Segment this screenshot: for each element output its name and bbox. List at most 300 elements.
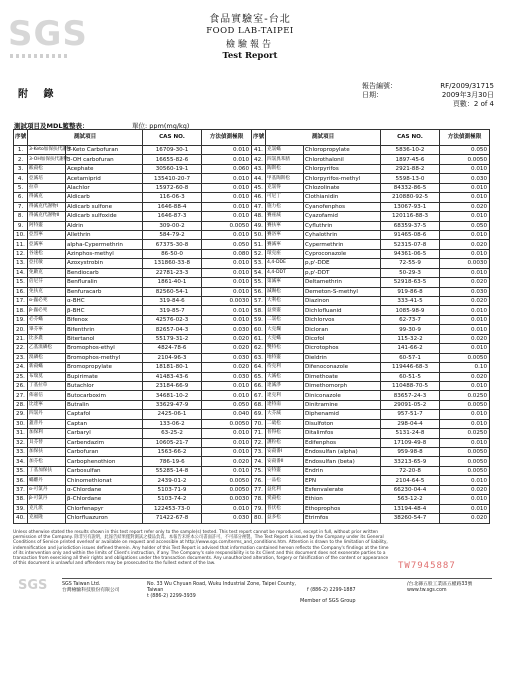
table-row: [252, 381, 490, 390]
item-name-en: Alachlor: [66, 183, 143, 192]
item-name-en: Aldicarb sulfoxide: [66, 212, 143, 221]
mdl-value: 0.020: [202, 363, 252, 372]
mdl-value: 0.010: [202, 230, 252, 239]
row-number: 69.: [252, 410, 266, 419]
item-name-en: Allethrin: [66, 230, 143, 239]
row-number: 67.: [252, 391, 266, 400]
item-name-zh: 安殺番I: [266, 448, 304, 457]
item-name-en: Azoxystrobin: [66, 259, 143, 268]
company-web: www.tw.sgs.com: [407, 588, 447, 593]
item-name-zh: 新殺蟎: [28, 363, 66, 372]
mdl-value: 0.020: [440, 485, 490, 494]
row-number: 14.: [14, 268, 28, 277]
item-name-en: Carbofuran: [66, 448, 143, 457]
row-number: 30.: [14, 419, 28, 428]
table-row: [14, 325, 252, 334]
item-name-zh: 谷速松: [28, 249, 66, 258]
row-number: 31.: [14, 429, 28, 438]
row-number: 23.: [14, 353, 28, 362]
cas-number: 319-84-6: [143, 297, 202, 306]
row-number: 66.: [252, 381, 266, 390]
item-name-zh: 克福隆: [28, 514, 66, 523]
mdl-value: 0.010: [440, 504, 490, 513]
item-name-zh: 比達寧: [28, 400, 66, 409]
table-row: [252, 429, 490, 438]
mdl-value: 0.010: [440, 438, 490, 447]
item-name-en: Etrimfos: [304, 514, 381, 523]
cas-number: 41483-43-6: [143, 372, 202, 381]
item-name-en: Dicloran: [304, 325, 381, 334]
item-name-en: Azinphos-methyl: [66, 249, 143, 258]
table-row: [14, 174, 252, 183]
table-row: [252, 438, 490, 447]
table-row: [14, 212, 252, 221]
cas-number: 30560-19-1: [143, 164, 202, 173]
item-name-zh: 得滅克代謝物I: [28, 202, 66, 211]
table-row: [14, 268, 252, 277]
cas-number: 91465-08-6: [381, 230, 440, 239]
report-no-label: 報告編號：: [362, 82, 397, 90]
mdl-value: 0.010: [202, 268, 252, 277]
cas-number: 2921-88-2: [381, 164, 440, 173]
item-name-en: Ethoprophos: [304, 504, 381, 513]
cas-number: 584-79-2: [143, 230, 202, 239]
table-row: [252, 344, 490, 353]
table-row: [14, 344, 252, 353]
item-name-zh: 益發靈: [266, 306, 304, 315]
item-name-zh: 克氯得: [266, 183, 304, 192]
row-number: 1.: [14, 146, 28, 155]
mdl-value: 0.010: [440, 381, 490, 390]
col-no: 序號: [252, 130, 266, 146]
item-name-zh: β-可氯丹: [28, 495, 66, 504]
mdl-table-right: [251, 129, 490, 524]
table-row: [14, 429, 252, 438]
row-number: 48.: [252, 212, 266, 221]
mdl-value: 0.0050: [202, 419, 252, 428]
mdl-value: 0.010: [440, 315, 490, 324]
cas-number: 83657-24-3: [381, 391, 440, 400]
item-name-zh: 克凡派: [28, 504, 66, 513]
row-number: 70.: [252, 419, 266, 428]
table-row: [14, 240, 252, 249]
table-row: [14, 363, 252, 372]
mdl-value: 0.030: [440, 174, 490, 183]
mdl-value: 0.010: [440, 249, 490, 258]
item-name-zh: 安殺番II: [266, 457, 304, 466]
mdl-value: 0.0050: [202, 476, 252, 485]
row-number: 34.: [14, 457, 28, 466]
mdl-value: 0.010: [440, 325, 490, 334]
row-number: 7.: [14, 202, 28, 211]
table-row: [252, 183, 490, 192]
cas-number: 1563-66-2: [143, 448, 202, 457]
item-name-zh: 大芬滅: [266, 410, 304, 419]
item-name-zh: 甲基陶斯松: [266, 174, 304, 183]
row-number: 80.: [252, 514, 266, 523]
report-date: 2009年3月30日: [441, 91, 494, 99]
row-number: 50.: [252, 230, 266, 239]
cas-number: 22781-23-3: [143, 268, 202, 277]
mdl-value: 0.010: [440, 306, 490, 315]
item-name-en: Butralin: [66, 400, 143, 409]
item-name-zh: 3-Keto加保扶代謝物: [28, 146, 66, 155]
item-name-en: Bromopropylate: [66, 363, 143, 372]
item-name-en: Disulfoton: [304, 419, 381, 428]
row-number: 24.: [14, 363, 28, 372]
table-row: [14, 495, 252, 504]
item-name-en: Bromophos-methyl: [66, 353, 143, 362]
table-row: [14, 306, 252, 315]
item-name-en: Diniconazole: [304, 391, 381, 400]
item-name-en: Butachlor: [66, 381, 143, 390]
item-name-zh: 加保利: [28, 429, 66, 438]
item-name-zh: 二氯松: [266, 315, 304, 324]
cas-number: 66230-04-4: [381, 485, 440, 494]
table-row: [252, 466, 490, 475]
cas-number: 86-50-0: [143, 249, 202, 258]
item-name-en: alpha-Cypermethrin: [66, 240, 143, 249]
cas-number: 122453-73-0: [143, 504, 202, 513]
mdl-value: 0.010: [440, 476, 490, 485]
cas-number: 4824-78-6: [143, 344, 202, 353]
row-number: 19.: [14, 315, 28, 324]
cas-number: 42576-02-3: [143, 315, 202, 324]
mdl-value: 0.050: [202, 240, 252, 249]
item-name-zh: 丁基拉草: [28, 381, 66, 390]
item-name-en: Dinitramine: [304, 400, 381, 409]
row-number: 65.: [252, 372, 266, 381]
row-number: 25.: [14, 372, 28, 381]
cas-number: 10605-21-7: [143, 438, 202, 447]
mdl-value: 0.020: [440, 372, 490, 381]
table-row: [14, 278, 252, 287]
mdl-value: 0.010: [202, 259, 252, 268]
cas-number: 13194-48-4: [381, 504, 440, 513]
cas-number: 5598-13-0: [381, 174, 440, 183]
cas-number: 94361-06-5: [381, 249, 440, 258]
mdl-value: 0.0050: [440, 353, 490, 362]
table-row: [14, 146, 252, 155]
item-name-zh: 陶斯松: [266, 164, 304, 173]
table-row: [252, 146, 490, 155]
item-name-en: Ditalimfos: [304, 429, 381, 438]
cas-number: 319-85-7: [143, 306, 202, 315]
item-name-en: Dimethoate: [304, 372, 381, 381]
mdl-value: 0.020: [440, 240, 490, 249]
mdl-value: 0.0250: [440, 391, 490, 400]
item-name-zh: 達克利: [266, 391, 304, 400]
mdl-value: 0.010: [202, 391, 252, 400]
mdl-title: 測試項目及MDL籃整表：: [14, 122, 89, 130]
mdl-value: 0.010: [202, 193, 252, 202]
item-name-zh: 大利松: [266, 297, 304, 306]
mdl-value: 0.030: [202, 372, 252, 381]
table-row: [14, 164, 252, 173]
item-name-en: Endosulfan (alpha): [304, 448, 381, 457]
row-number: 58.: [252, 306, 266, 315]
item-name-zh: 亞滅寧: [28, 240, 66, 249]
item-name-en: Acephate: [66, 164, 143, 173]
cas-number: 16655-82-6: [143, 155, 202, 164]
cas-number: 120116-88-3: [381, 212, 440, 221]
mdl-value: 0.020: [440, 202, 490, 211]
item-name-zh: 比多農: [28, 334, 66, 343]
table-row: [252, 457, 490, 466]
mdl-value: 0.010: [202, 155, 252, 164]
table-row: [252, 315, 490, 324]
report-no: RF/2009/31715: [440, 82, 494, 90]
item-name-en: Chlorfluazuron: [66, 514, 143, 523]
row-number: 41.: [252, 146, 266, 155]
cas-number: 115-32-2: [381, 334, 440, 343]
cas-number: 2425-06-1: [143, 410, 202, 419]
table-row: [14, 155, 252, 164]
item-name-en: α-BHC: [66, 297, 143, 306]
cas-number: 133-06-2: [143, 419, 202, 428]
item-name-zh: 四氯異苯腈: [266, 155, 304, 164]
table-row: [252, 495, 490, 504]
item-name-zh: 護粒松: [266, 438, 304, 447]
mdl-value: 0.020: [440, 278, 490, 287]
item-name-en: α-Chlordane: [66, 485, 143, 494]
serial-number: TW7945887: [398, 561, 456, 571]
item-name-en: β-Chlordane: [66, 495, 143, 504]
cas-number: 2439-01-2: [143, 476, 202, 485]
item-name-en: Cypermethrin: [304, 240, 381, 249]
row-number: 18.: [14, 306, 28, 315]
table-row: [252, 221, 490, 230]
table-row: [252, 485, 490, 494]
col-item: 測試項目: [28, 130, 143, 146]
table-row: [14, 476, 252, 485]
cas-number: 786-19-6: [143, 457, 202, 466]
row-number: 47.: [252, 202, 266, 211]
mdl-value: 0.020: [440, 297, 490, 306]
item-name-zh: 免敵克: [28, 268, 66, 277]
item-name-zh: 亞滅培: [28, 174, 66, 183]
item-name-zh: 丁基加保扶: [28, 466, 66, 475]
item-name-en: Bitertanol: [66, 334, 143, 343]
row-number: 59.: [252, 315, 266, 324]
item-name-zh: 大克爛: [266, 325, 304, 334]
item-name-en: Cyanofenphos: [304, 202, 381, 211]
item-name-zh: 貝芬替: [28, 438, 66, 447]
unit-label: 單位: ppm(mg/kg): [132, 122, 190, 130]
cas-number: 2104-64-5: [381, 476, 440, 485]
table-row: [14, 419, 252, 428]
table-row: [252, 268, 490, 277]
mdl-value: 0.010: [202, 287, 252, 296]
mdl-value: 0.010: [202, 466, 252, 475]
item-name-en: Bendiocarb: [66, 268, 143, 277]
mdl-value: 0.020: [202, 457, 252, 466]
item-name-en: 3-Keto Carbofuran: [66, 146, 143, 155]
mdl-value: 0.0250: [440, 429, 490, 438]
mdl-value: 0.010: [202, 202, 252, 211]
item-name-zh: 亞烈寧: [28, 230, 66, 239]
item-name-zh: 第滅寧: [266, 278, 304, 287]
mdl-value: 0.010: [440, 193, 490, 202]
row-number: 52.: [252, 249, 266, 258]
row-number: 33.: [14, 448, 28, 457]
mdl-value: 0.0050: [440, 400, 490, 409]
table-row: [14, 485, 252, 494]
cas-number: 29091-05-2: [381, 400, 440, 409]
company-address: No. 33 Wu Chyuan Road, Wuku Industrial Zone, Taipei County, Taiwan: [147, 582, 297, 593]
item-name-en: Difenoconazole: [304, 363, 381, 372]
row-number: 57.: [252, 297, 266, 306]
item-name-en: Butocarboxim: [66, 391, 143, 400]
item-name-zh: 普伏松: [266, 504, 304, 513]
mdl-value: 0.030: [202, 353, 252, 362]
table-row: [252, 297, 490, 306]
cas-number: 131860-33-8: [143, 259, 202, 268]
table-row: [14, 297, 252, 306]
item-name-en: Clothianidin: [304, 193, 381, 202]
cas-number: 63-25-2: [143, 429, 202, 438]
row-number: 79.: [252, 504, 266, 513]
table-row: [14, 221, 252, 230]
item-name-zh: 4,4-DDT: [266, 268, 304, 277]
item-name-zh: 施力松: [266, 202, 304, 211]
mdl-value: 0.030: [202, 514, 252, 523]
item-name-en: Chlorfenapyr: [66, 504, 143, 513]
row-number: 68.: [252, 400, 266, 409]
item-name-zh: α-蟲必死: [28, 297, 66, 306]
item-name-zh: 地特靈: [266, 353, 304, 362]
item-name-en: Captan: [66, 419, 143, 428]
item-name-zh: 阿特靈: [28, 221, 66, 230]
cas-number: 55179-31-2: [143, 334, 202, 343]
row-number: 5.: [14, 183, 28, 192]
item-name-en: Carbosulfan: [66, 466, 143, 475]
cas-number: 1861-40-1: [143, 278, 202, 287]
cas-number: 5131-24-8: [381, 429, 440, 438]
cas-number: 919-86-8: [381, 287, 440, 296]
cas-number: 60-51-5: [381, 372, 440, 381]
item-name-en: Chloropropylate: [304, 146, 381, 155]
row-number: 43.: [252, 164, 266, 173]
cas-number: 55285-14-8: [143, 466, 202, 475]
mdl-value: 0.010: [440, 164, 490, 173]
item-name-en: Dimethomorph: [304, 381, 381, 390]
row-number: 45.: [252, 183, 266, 192]
mdl-value: 0.010: [202, 381, 252, 390]
footer-logo: SGS: [18, 578, 48, 593]
item-name-zh: 克氯蟎: [266, 146, 304, 155]
item-name-zh: 免扶克: [28, 287, 66, 296]
table-row: [252, 325, 490, 334]
cas-number: 16709-30-1: [143, 146, 202, 155]
item-name-zh: 拉草: [28, 183, 66, 192]
item-name-en: Cyproconazole: [304, 249, 381, 258]
item-name-en: Carbaryl: [66, 429, 143, 438]
table-row: [252, 164, 490, 173]
item-name-zh: α-可氯丹: [28, 485, 66, 494]
item-name-zh: 加保扶: [28, 448, 66, 457]
mdl-value: 0.030: [440, 287, 490, 296]
row-number: 51.: [252, 240, 266, 249]
cas-number: 50-29-3: [381, 268, 440, 277]
row-number: 8.: [14, 212, 28, 221]
row-number: 62.: [252, 344, 266, 353]
item-name-en: Captafol: [66, 410, 143, 419]
row-number: 17.: [14, 297, 28, 306]
item-name-en: Diazinon: [304, 297, 381, 306]
row-number: 3.: [14, 164, 28, 173]
table-row: [14, 334, 252, 343]
item-name-zh: 普得松: [266, 429, 304, 438]
report-header: [150, 10, 350, 61]
sgs-logo: [8, 14, 88, 64]
company-zh: 台灣檢驗科技股份有限公司: [62, 588, 120, 593]
mdl-value: 0.0030: [202, 297, 252, 306]
table-row: [252, 476, 490, 485]
mdl-value: 0.010: [202, 174, 252, 183]
header-report-en: Test Report: [222, 51, 278, 61]
item-name-zh: 毆殺松: [28, 164, 66, 173]
table-row: [14, 448, 252, 457]
table-row: [14, 183, 252, 192]
item-name-zh: 加芬松: [28, 457, 66, 466]
item-name-en: Chinomethionat: [66, 476, 143, 485]
table-row: [14, 202, 252, 211]
row-number: 55.: [252, 278, 266, 287]
item-name-en: Carbophenothion: [66, 457, 143, 466]
row-number: 75.: [252, 466, 266, 475]
row-number: 11.: [14, 240, 28, 249]
mdl-value: 0.0050: [202, 485, 252, 494]
item-name-zh: 安特靈: [266, 466, 304, 475]
attachment-label: 附 錄: [18, 89, 60, 100]
cas-number: 110488-70-5: [381, 381, 440, 390]
mdl-value: 0.010: [440, 212, 490, 221]
item-name-en: Benfuracarb: [66, 287, 143, 296]
row-number: 44.: [252, 174, 266, 183]
company-tel: t (886-2) 2299-3939: [147, 594, 196, 599]
cas-number: 959-98-8: [381, 448, 440, 457]
mdl-value: 0.010: [202, 278, 252, 287]
item-name-en: Aldrin: [66, 221, 143, 230]
mdl-value: 0.0050: [440, 155, 490, 164]
row-number: 15.: [14, 278, 28, 287]
item-name-en: 3-OH carbofuran: [66, 155, 143, 164]
table-row: [252, 278, 490, 287]
row-number: 38.: [14, 495, 28, 504]
item-name-en: Dichlofluanid: [304, 306, 381, 315]
cas-number: 68359-37-5: [381, 221, 440, 230]
row-number: 46.: [252, 193, 266, 202]
mdl-value: 0.010: [440, 419, 490, 428]
cas-number: 17109-49-8: [381, 438, 440, 447]
cas-number: 33629-47-9: [143, 400, 202, 409]
table-row: [252, 230, 490, 239]
cas-number: 15972-60-8: [143, 183, 202, 192]
mdl-value: 0.10: [440, 363, 490, 372]
mdl-value: 0.020: [202, 334, 252, 343]
item-name-zh: 益多松: [266, 514, 304, 523]
table-row: [14, 259, 252, 268]
cas-number: 1646-88-4: [143, 202, 202, 211]
item-name-en: Dieldrin: [304, 353, 381, 362]
footer-divider: [62, 578, 492, 579]
row-number: 61.: [252, 334, 266, 343]
item-name-en: Bromophos-ethyl: [66, 344, 143, 353]
header-report-zh: 檢驗報告: [225, 40, 274, 50]
item-name-zh: 得滅克: [28, 193, 66, 202]
row-number: 4.: [14, 174, 28, 183]
